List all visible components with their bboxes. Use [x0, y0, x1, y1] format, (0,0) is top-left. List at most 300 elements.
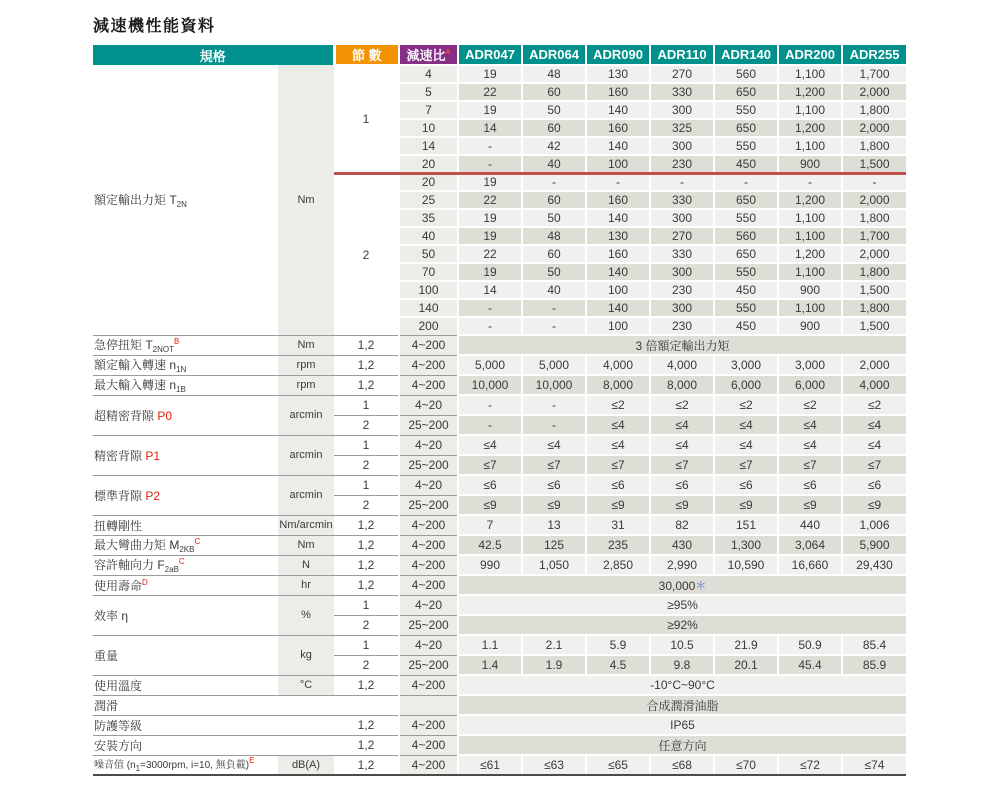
value-cell: ≤70	[714, 755, 778, 775]
value-cell: ≤65	[586, 755, 650, 775]
stage-cell: 1	[334, 475, 399, 495]
ratio-cell: 4	[399, 65, 458, 83]
value-cell: 10,000	[522, 375, 586, 395]
value-cell: 270	[650, 65, 714, 83]
ratio-cell: 50	[399, 245, 458, 263]
value-cell: 1,050	[522, 555, 586, 575]
value-cell: 1,200	[778, 83, 842, 101]
unit-cell: hr	[278, 575, 334, 595]
value-cell: 1,700	[842, 65, 906, 83]
value-cell: 1,700	[842, 227, 906, 245]
value-cell: 100	[586, 281, 650, 299]
unit-cell	[278, 735, 334, 755]
value-cell: ≤6	[586, 475, 650, 495]
value-cell: 40	[522, 281, 586, 299]
stage-cell: 1	[334, 435, 399, 455]
spec-label: 額定輸出力矩 $T_{2N}$	[93, 65, 278, 335]
value-cell: 1,500	[842, 155, 906, 173]
value-cell: 900	[778, 317, 842, 335]
ratio-cell: 7	[399, 101, 458, 119]
value-cell: ≤7	[586, 455, 650, 475]
value-cell: -	[522, 173, 586, 191]
page-title: 減速機性能資料	[93, 18, 216, 35]
ratio-cell: 4~20	[399, 595, 458, 615]
value-cell: 1,100	[778, 263, 842, 281]
stage-cell: 2	[334, 495, 399, 515]
ratio-cell: 200	[399, 317, 458, 335]
unit-cell: Nm/arcmin	[278, 515, 334, 535]
value-cell: 3,000	[778, 355, 842, 375]
value-cell: 85.9	[842, 655, 906, 675]
value-cell: ≤4	[842, 415, 906, 435]
table-row	[93, 375, 906, 395]
performance-table	[93, 45, 906, 776]
value-cell: 19	[458, 209, 522, 227]
stage-cell: 1	[334, 635, 399, 655]
value-cell: ≤6	[650, 475, 714, 495]
value-cell: 10.5	[650, 635, 714, 655]
value-cell: 550	[714, 209, 778, 227]
ratio-footnote-mark: A	[445, 49, 451, 56]
ratio-cell: 5	[399, 83, 458, 101]
value-cell: ≤4	[586, 415, 650, 435]
value-cell: 4,000	[842, 375, 906, 395]
ratio-cell	[399, 695, 458, 715]
spec-label: 安裝方向	[93, 735, 278, 755]
spec-label: 扭轉剛性	[93, 515, 278, 535]
ratio-cell: 14	[399, 137, 458, 155]
value-cell: 50	[522, 263, 586, 281]
table-row	[93, 755, 906, 775]
value-cell: 10,590	[714, 555, 778, 575]
unit-cell: rpm	[278, 375, 334, 395]
value-cell: 21.9	[714, 635, 778, 655]
ratio-cell: 35	[399, 209, 458, 227]
value-cell: 100	[586, 317, 650, 335]
value-cell: 550	[714, 137, 778, 155]
value-cell: 300	[650, 299, 714, 317]
value-cell: 900	[778, 155, 842, 173]
value-cell: -	[714, 173, 778, 191]
ratio-cell: 4~200	[399, 335, 458, 355]
ratio-cell: 4~200	[399, 515, 458, 535]
table-row	[93, 335, 906, 355]
spec-label: 標準背隙 P2	[93, 475, 278, 515]
stage-cell	[334, 695, 399, 715]
spec-label: 急停扭矩 $T_{2NOT}^B$	[93, 335, 278, 355]
value-cell: 230	[650, 281, 714, 299]
value-cell: 10,000	[458, 375, 522, 395]
column-header-stages: 節 數	[334, 45, 399, 65]
value-cell: 42	[522, 137, 586, 155]
value-cell: 2,990	[650, 555, 714, 575]
value-cell: 82	[650, 515, 714, 535]
value-cell: 2,000	[842, 191, 906, 209]
value-cell: 60	[522, 191, 586, 209]
value-cell: 22	[458, 191, 522, 209]
value-cell: 160	[586, 83, 650, 101]
value-cell: 1,200	[778, 191, 842, 209]
unit-cell: %	[278, 595, 334, 635]
value-cell: ≤63	[522, 755, 586, 775]
value-cell: ≤6	[522, 475, 586, 495]
stage-cell: 1,2	[334, 735, 399, 755]
value-cell: -	[458, 137, 522, 155]
table-row	[93, 395, 906, 415]
value-cell: 20.1	[714, 655, 778, 675]
value-cell: 合成潤滑油脂	[458, 695, 906, 715]
unit-cell: °C	[278, 675, 334, 695]
ratio-cell: 4~200	[399, 735, 458, 755]
value-cell: ≤2	[714, 395, 778, 415]
value-cell: ≤4	[714, 415, 778, 435]
ratio-cell: 25~200	[399, 495, 458, 515]
table-row	[93, 65, 906, 83]
value-cell: ≤7	[778, 455, 842, 475]
ratio-cell: 4~200	[399, 535, 458, 555]
value-cell: 1,500	[842, 281, 906, 299]
value-cell: ≤9	[778, 495, 842, 515]
value-cell: ≤61	[458, 755, 522, 775]
spec-label: 潤滑	[93, 695, 278, 715]
value-cell: ≤2	[842, 395, 906, 415]
value-cell: 60	[522, 245, 586, 263]
stage-cell: 1,2	[334, 755, 399, 775]
value-cell: -	[522, 395, 586, 415]
value-cell: 650	[714, 191, 778, 209]
value-cell: 1,200	[778, 119, 842, 137]
value-cell: 5,900	[842, 535, 906, 555]
value-cell: 9.8	[650, 655, 714, 675]
value-cell: -10°C~90°C	[458, 675, 906, 695]
unit-cell: arcmin	[278, 395, 334, 435]
value-cell: 8,000	[586, 375, 650, 395]
value-cell: 430	[650, 535, 714, 555]
column-header-adr110: ADR110	[650, 45, 714, 65]
value-cell: 19	[458, 65, 522, 83]
value-cell: 50	[522, 101, 586, 119]
value-cell: 1,800	[842, 137, 906, 155]
table-row	[93, 435, 906, 455]
table-row	[93, 555, 906, 575]
value-cell: ≤7	[714, 455, 778, 475]
value-cell: 40	[522, 155, 586, 173]
ratio-cell: 4~200	[399, 715, 458, 735]
value-cell: 19	[458, 173, 522, 191]
value-cell: 2,850	[586, 555, 650, 575]
value-cell: 4,000	[650, 355, 714, 375]
table-row	[93, 355, 906, 375]
value-cell: 5.9	[586, 635, 650, 655]
ratio-cell: 100	[399, 281, 458, 299]
value-cell: -	[650, 173, 714, 191]
value-cell: 50	[522, 209, 586, 227]
value-cell: 330	[650, 245, 714, 263]
value-cell: ≤4	[650, 435, 714, 455]
stage-cell: 1,2	[334, 555, 399, 575]
spec-label: 容許軸向力 $F_{2aB}^C$	[93, 555, 278, 575]
value-cell: 29,430	[842, 555, 906, 575]
spec-label: 效率 η	[93, 595, 278, 635]
value-cell: ≤9	[586, 495, 650, 515]
value-cell: ≤4	[650, 415, 714, 435]
ratio-cell: 20	[399, 173, 458, 191]
value-cell: -	[458, 395, 522, 415]
value-cell: 650	[714, 83, 778, 101]
value-cell: 1,100	[778, 137, 842, 155]
table-row	[93, 675, 906, 695]
ratio-cell: 4~20	[399, 635, 458, 655]
value-cell: 3 倍額定輸出力矩	[458, 335, 906, 355]
value-cell: 8,000	[650, 375, 714, 395]
value-cell: 140	[586, 137, 650, 155]
value-cell: ≤2	[778, 395, 842, 415]
value-cell: 151	[714, 515, 778, 535]
spec-label: 防護等級	[93, 715, 278, 735]
value-cell: 1,100	[778, 101, 842, 119]
value-cell: 1,200	[778, 245, 842, 263]
value-cell: -	[458, 155, 522, 173]
ratio-cell: 25~200	[399, 655, 458, 675]
value-cell: -	[522, 415, 586, 435]
value-cell: 45.4	[778, 655, 842, 675]
ratio-cell: 4~200	[399, 375, 458, 395]
ratio-cell: 4~200	[399, 355, 458, 375]
value-cell: 13	[522, 515, 586, 535]
value-cell: 1,500	[842, 317, 906, 335]
ratio-cell: 4~20	[399, 475, 458, 495]
value-cell: 48	[522, 227, 586, 245]
unit-cell: N	[278, 555, 334, 575]
column-header-adr090: ADR090	[586, 45, 650, 65]
value-cell: -	[522, 299, 586, 317]
value-cell: 125	[522, 535, 586, 555]
value-cell: 19	[458, 263, 522, 281]
value-cell: 22	[458, 83, 522, 101]
value-cell: -	[842, 173, 906, 191]
stage-cell: 1,2	[334, 535, 399, 555]
value-cell: 2,000	[842, 83, 906, 101]
value-cell: ≤4	[714, 435, 778, 455]
value-cell: ≤6	[714, 475, 778, 495]
value-cell: 14	[458, 281, 522, 299]
value-cell: 4.5	[586, 655, 650, 675]
value-cell: 14	[458, 119, 522, 137]
value-cell: 3,064	[778, 535, 842, 555]
value-cell: 1,006	[842, 515, 906, 535]
value-cell: 5,000	[458, 355, 522, 375]
value-cell: 325	[650, 119, 714, 137]
value-cell: 1,100	[778, 299, 842, 317]
value-cell: ≤4	[842, 435, 906, 455]
value-cell: 300	[650, 209, 714, 227]
value-cell: 550	[714, 263, 778, 281]
value-cell: ≤72	[778, 755, 842, 775]
value-cell: 230	[650, 317, 714, 335]
value-cell: 140	[586, 263, 650, 281]
value-cell: 130	[586, 227, 650, 245]
value-cell: 1.9	[522, 655, 586, 675]
spec-label: 重量	[93, 635, 278, 675]
value-cell: 4,000	[586, 355, 650, 375]
stage-cell: 1,2	[334, 675, 399, 695]
value-cell: 140	[586, 209, 650, 227]
ratio-cell: 4~20	[399, 435, 458, 455]
value-cell: 1.4	[458, 655, 522, 675]
value-cell: 300	[650, 137, 714, 155]
stage-cell: 2	[334, 615, 399, 635]
value-cell: 550	[714, 101, 778, 119]
value-cell: 42.5	[458, 535, 522, 555]
ratio-cell: 4~20	[399, 395, 458, 415]
value-cell: 140	[586, 101, 650, 119]
value-cell: 650	[714, 245, 778, 263]
ratio-cell: 140	[399, 299, 458, 317]
value-cell: 1,800	[842, 101, 906, 119]
table-row	[93, 715, 906, 735]
value-cell: 22	[458, 245, 522, 263]
value-cell: 50.9	[778, 635, 842, 655]
value-cell: 1,100	[778, 65, 842, 83]
column-header-adr255: ADR255	[842, 45, 906, 65]
column-header-adr047: ADR047	[458, 45, 522, 65]
ratio-cell: 25~200	[399, 615, 458, 635]
value-cell: 任意方向	[458, 735, 906, 755]
value-cell: ≤4	[586, 435, 650, 455]
ratio-cell: 10	[399, 119, 458, 137]
spec-label: 噪音值 ($n_1=3000rpm$, i=10, 無負載)$^E$	[93, 755, 278, 775]
stage-cell: 1,2	[334, 715, 399, 735]
value-cell: 130	[586, 65, 650, 83]
value-cell: 30,000＊	[458, 575, 906, 595]
value-cell: -	[458, 415, 522, 435]
unit-cell: Nm	[278, 65, 334, 335]
value-cell: 48	[522, 65, 586, 83]
value-cell: 230	[650, 155, 714, 173]
stage-cell: 1,2	[334, 375, 399, 395]
stage-cell: 2	[334, 415, 399, 435]
table-header-row	[93, 45, 906, 65]
value-cell: 19	[458, 101, 522, 119]
value-cell: ≤9	[714, 495, 778, 515]
value-cell: 900	[778, 281, 842, 299]
table-row	[93, 475, 906, 495]
ratio-cell: 4~200	[399, 575, 458, 595]
spec-label: 額定輸入轉速 $n_{1N}$	[93, 355, 278, 375]
table-row	[93, 695, 906, 715]
value-cell: 6,000	[778, 375, 842, 395]
value-cell: 2,000	[842, 355, 906, 375]
value-cell: 990	[458, 555, 522, 575]
value-cell: ≤4	[458, 435, 522, 455]
stage-cell: 2	[334, 655, 399, 675]
value-cell: ≤6	[458, 475, 522, 495]
value-cell: 550	[714, 299, 778, 317]
value-cell: 300	[650, 101, 714, 119]
value-cell: ≤7	[458, 455, 522, 475]
unit-cell	[278, 715, 334, 735]
table-row	[93, 535, 906, 555]
spec-label: 最大輸入轉速 $n_{1B}$	[93, 375, 278, 395]
value-cell: 1,300	[714, 535, 778, 555]
stage-cell: 1,2	[334, 515, 399, 535]
stage-cell: 1,2	[334, 335, 399, 355]
ratio-cell: 25~200	[399, 415, 458, 435]
value-cell: ≥95%	[458, 595, 906, 615]
value-cell: -	[778, 173, 842, 191]
value-cell: 300	[650, 263, 714, 281]
value-cell: IP65	[458, 715, 906, 735]
unit-cell: arcmin	[278, 435, 334, 475]
ratio-cell: 40	[399, 227, 458, 245]
value-cell: ≥92%	[458, 615, 906, 635]
value-cell: 85.4	[842, 635, 906, 655]
value-cell: ≤6	[778, 475, 842, 495]
value-cell: 60	[522, 119, 586, 137]
value-cell: -	[458, 317, 522, 335]
value-cell: 440	[778, 515, 842, 535]
value-cell: ≤9	[842, 495, 906, 515]
unit-cell	[278, 695, 334, 715]
value-cell: ≤6	[842, 475, 906, 495]
value-cell: ≤9	[458, 495, 522, 515]
ratio-cell: 25	[399, 191, 458, 209]
table-row	[93, 595, 906, 615]
value-cell: -	[586, 173, 650, 191]
stage-cell: 2	[334, 173, 399, 335]
value-cell: 31	[586, 515, 650, 535]
spec-label: 使用壽命$^D$	[93, 575, 278, 595]
ratio-cell: 70	[399, 263, 458, 281]
unit-cell: kg	[278, 635, 334, 675]
stage-cell: 2	[334, 455, 399, 475]
value-cell: 2.1	[522, 635, 586, 655]
value-cell: 60	[522, 83, 586, 101]
table-row	[93, 515, 906, 535]
ratio-cell: 4~200	[399, 755, 458, 775]
ratio-cell: 20	[399, 155, 458, 173]
value-cell: 160	[586, 245, 650, 263]
value-cell: 330	[650, 191, 714, 209]
value-cell: 7	[458, 515, 522, 535]
ratio-cell: 4~200	[399, 675, 458, 695]
ratio-cell: 4~200	[399, 555, 458, 575]
stage-cell: 1	[334, 595, 399, 615]
value-cell: 100	[586, 155, 650, 173]
value-cell: 3,000	[714, 355, 778, 375]
value-cell: 330	[650, 83, 714, 101]
table-row	[93, 735, 906, 755]
value-cell: 450	[714, 281, 778, 299]
column-header-adr140: ADR140	[714, 45, 778, 65]
unit-cell: dB(A)	[278, 755, 334, 775]
column-header-adr064: ADR064	[522, 45, 586, 65]
unit-cell: Nm	[278, 335, 334, 355]
value-cell: 1,800	[842, 263, 906, 281]
value-cell: ≤74	[842, 755, 906, 775]
value-cell: 560	[714, 227, 778, 245]
spec-label: 最大彎曲力矩 $M_{2KB}^C$	[93, 535, 278, 555]
value-cell: -	[522, 317, 586, 335]
column-header-ratio: 減速比$^A$	[399, 45, 458, 65]
value-cell: 235	[586, 535, 650, 555]
value-cell: ≤2	[586, 395, 650, 415]
value-cell: 160	[586, 191, 650, 209]
value-cell: 450	[714, 155, 778, 173]
value-cell: 1,800	[842, 209, 906, 227]
ratio-cell: 25~200	[399, 455, 458, 475]
value-cell: ≤2	[650, 395, 714, 415]
